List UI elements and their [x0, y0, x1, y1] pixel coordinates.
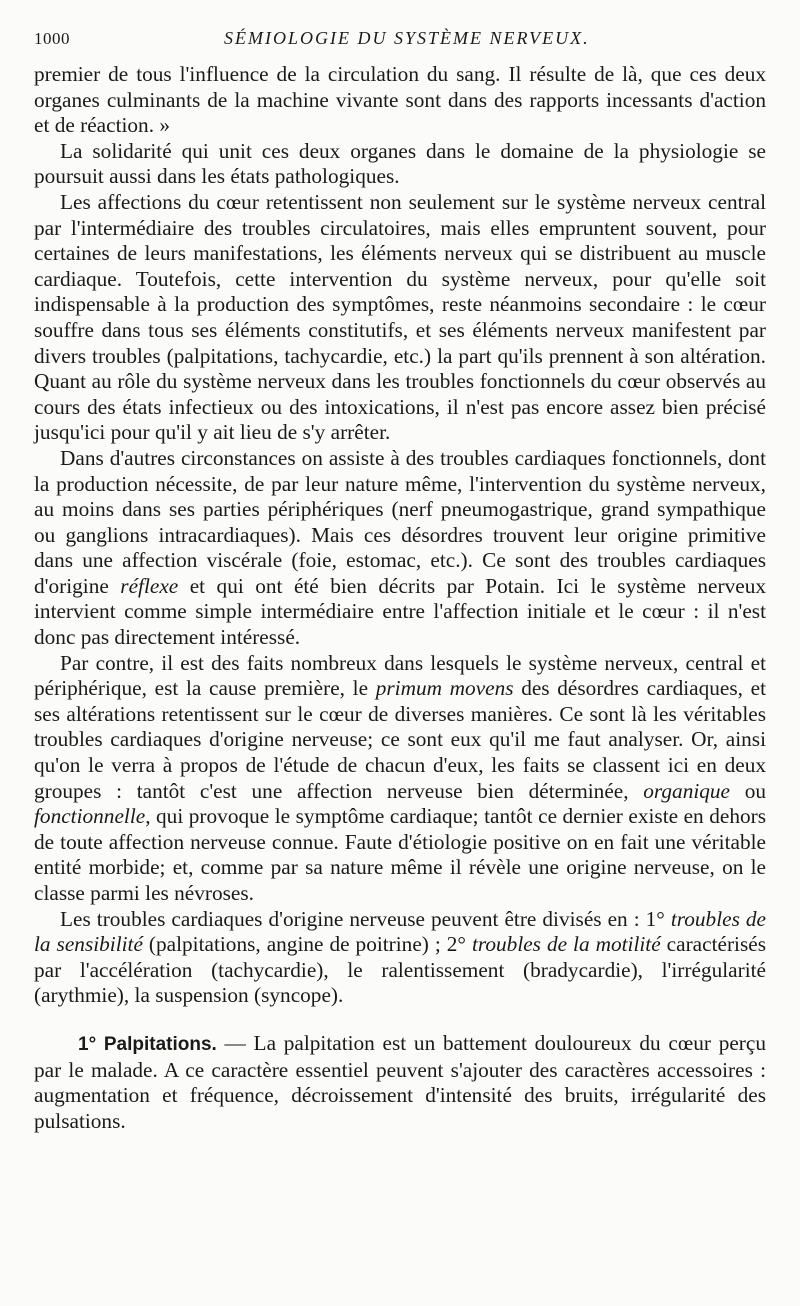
text-span: premier de tous l'influence de la circulation du sang. Il résulte de là, que ces deux organes culminants de la machine vivante sont dans des rapports incessants d'action et de réaction. »	[34, 62, 766, 138]
text-span: — La palpitation est un battement douloureux du cœur perçu par le malade. A ce caractère essentiel peuvent s'ajouter des caractères accessoires : augmentation et fréquence, décroissement d'intensité des bruits, irrégularité des pulsations.	[34, 1030, 766, 1133]
italic-term: réflexe	[120, 573, 179, 598]
paragraph-4	[34, 446, 766, 651]
italic-term: troubles de la motilité	[471, 932, 661, 957]
text-span: La solidarité qui unit ces deux organes dans le domaine de la physiologie se poursuit aussi dans les états pathologiques.	[34, 138, 766, 189]
paragraph-2	[34, 139, 766, 190]
text-span: Dans d'autres circonstances on assiste à des troubles cardiaques fonctionnels, dont la production nécessite, de par leur nature même, l'intervention du système nerveux, au moins dans ses parties périphériques (nerf pneumogastrique, grand sympathique ou ganglions intracardiaques). Mais ces désordres trouvent leur origine primitive dans une affection viscérale (foie, estomac, etc.). Ce sont des troubles cardiaques d'origine	[34, 445, 766, 598]
italic-term: organique	[643, 778, 731, 803]
text-span: Les affections du cœur retentissent non seulement sur le système nerveux central par l'intermédiaire des troubles circulatoires, mais elles empruntent souvent, pour certaines de leurs manifestations, les éléments nerveux qui se distribuent au muscle cardiaque. Toutefois, cette intervention du système nerveux, pour qu'elle soit indispensable à la production des symptômes, reste néanmoins secondaire : le cœur souffre dans tous ses éléments constitutifs, et ses éléments nerveux manifestent par divers troubles (palpitations, tachycardie, etc.) la part qu'ils prennent à son altération. Quant au rôle du système nerveux dans les troubles fonctionnels du cœur observés au cours des états infectieux ou des intoxications, il n'est pas encore assez bien précisé jusqu'ici pour qu'il y ait lieu de s'y arrêter.	[34, 189, 766, 445]
text-span: (palpitations, angine de poitrine) ; 2°	[142, 932, 472, 957]
text-span: Les troubles cardiaques d'origine nerveuse peuvent être divisés en : 1°	[60, 906, 671, 931]
paragraph-1	[34, 62, 766, 139]
paragraph-3	[34, 190, 766, 446]
italic-term: fonctionnelle	[34, 804, 146, 829]
text-span: des désordres cardiaques, et ses altérations retentissent sur le cœur de diverses manières. Ce sont là les véritables troubles cardiaques d'origine nerveuse; ce sont eux qu'il me faut analyser. Or, ainsi qu'on le verra à propos de l'étude de chacun d'eux, les faits se classent ici en deux groupes : tantôt c'est une affection nerveuse bien déterminée,	[34, 676, 766, 803]
text-span: , qui provoque le symptôme cardiaque; tantôt ce dernier existe en dehors de toute affection nerveuse connue. Faute d'étiologie positive on en fait une véritable entité morbide; et, comme par sa nature même il révèle une origine nerveuse, on le classe parmi les névroses.	[34, 804, 766, 905]
text-span: caractérisés par l'accélération (tachycardie), le ralentissement (bradycardie), l'irrégularité (arythmie), la suspension (syncope).	[34, 932, 766, 1008]
paragraph-6	[34, 907, 766, 1009]
text-span: et qui ont été bien décrits par Potain. Ici le système nerveux intervient comme simple intermédiaire entre l'affection initiale et le cœur : il n'est donc pas directement intéressé.	[34, 573, 766, 650]
running-title: SÉMIOLOGIE DU SYSTÈME NERVEUX.	[224, 28, 590, 48]
section-heading: 1° Palpitations.	[78, 1033, 217, 1055]
text-span: ou	[730, 778, 766, 803]
text-span: Par contre, il est des faits nombreux dans lesquels le système nerveux, central et périphérique, est la cause première, le	[34, 650, 766, 701]
italic-term: troubles de la sensibilité	[34, 906, 766, 957]
body-text	[34, 62, 766, 1134]
section-palpitations	[34, 1031, 766, 1134]
paragraph-5	[34, 651, 766, 907]
page-header	[34, 28, 766, 62]
italic-term: primum movens	[375, 676, 514, 701]
page-number: 1000	[34, 29, 70, 48]
